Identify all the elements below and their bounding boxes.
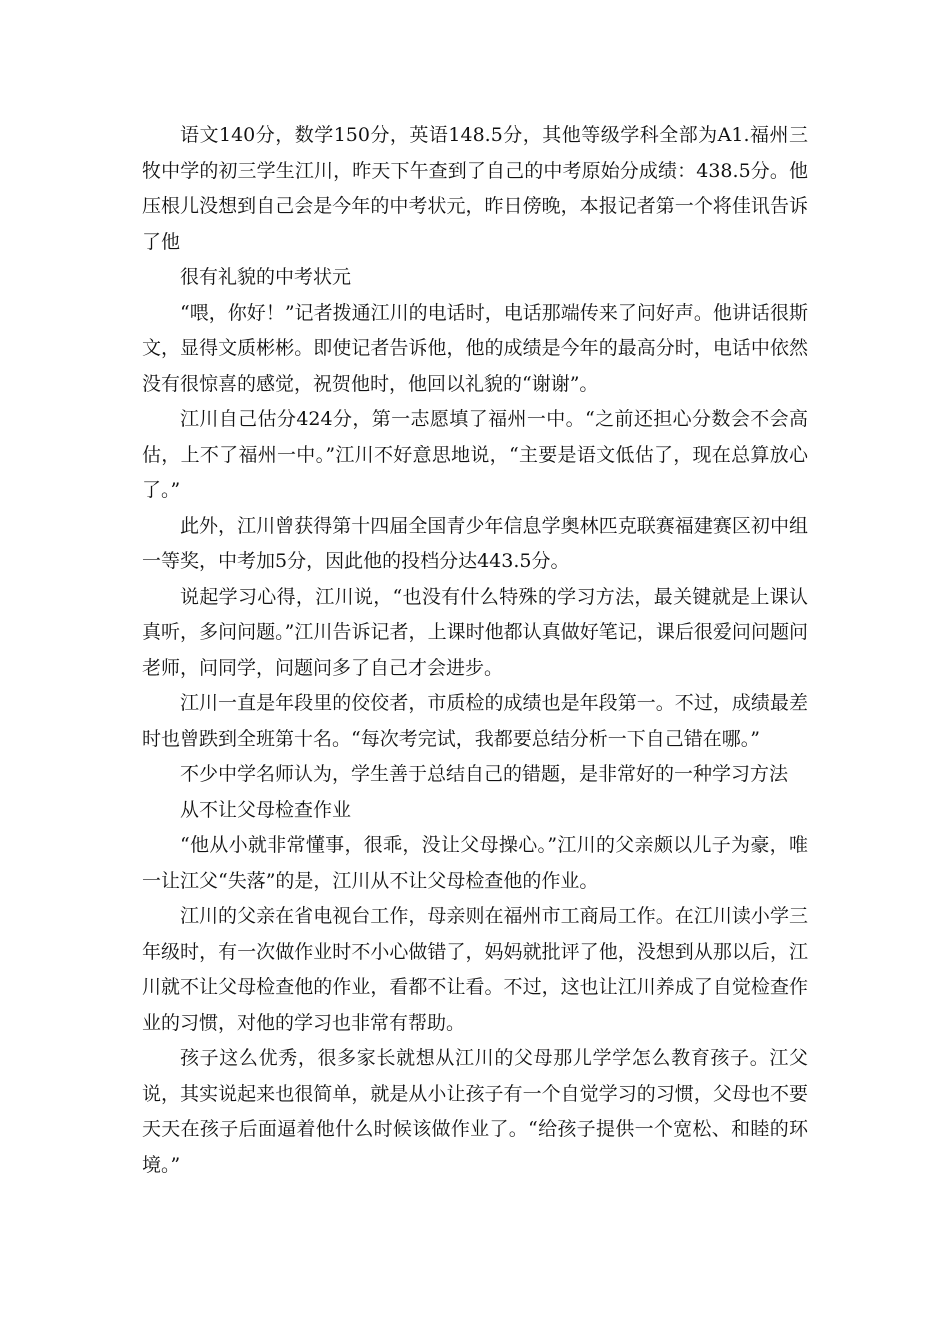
paragraph-estimated-score: 江川自己估分424分，第一志愿填了福州一中。“之前还担心分数会不会高估，上不了福州一中。”江川不好意思地说，“主要是语文低估了，现在总算放心了。” (142, 408, 808, 501)
paragraph-intro: 语文140分，数学150分，英语148.5分，其他等级学科全部为A1.福州三牧中学的初三学生江川，昨天下午查到了自己的中考原始分成绩：438.5分。他压根儿没想到自己会是今年的中考状元，昨日傍晚，本报记者第一个将佳讯告诉了他 (142, 124, 808, 253)
paragraph-study-tips: 说起学习心得，江川说，“也没有什么特殊的学习方法，最关键就是上课认真听，多问问题。”江川告诉记者，上课时他都认真做好笔记，课后很爱问问题问老师，问同学，问题问多了自己才会进步。 (142, 585, 808, 679)
paragraph-phone-call: “喂，你好！”记者拨通江川的电话时，电话那端传来了问好声。他讲话很斯文，显得文质彬彬。即使记者告诉他，他的成绩是今年的最高分时，电话中依然没有很惊喜的感觉，祝贺他时，他回以礼貌的“谢谢”。 (142, 301, 808, 395)
paragraph-class-ranking: 江川一直是年段里的佼佼者，市质检的成绩也是年段第一。不过，成绩最差时也曾跌到全班第十名。“每次考完试，我都要总结分析一下自己错在哪。” (142, 692, 808, 750)
paragraph-olympiad-bonus: 此外，江川曾获得第十四届全国青少年信息学奥林匹克联赛福建赛区初中组一等奖，中考加5分，因此他的投档分达443.5分。 (142, 514, 808, 572)
section-heading-no-parent-checking: 从不让父母检查作业 (180, 798, 352, 821)
article-body (142, 118, 808, 1183)
paragraph-father-quote: “他从小就非常懂事，很乖，没让父母操心。”江川的父亲颇以儿子为豪，唯一让江父“失落”的是，江川从不让父母检查他的作业。 (142, 834, 808, 892)
paragraph-teacher-opinion: 不少中学名师认为，学生善于总结自己的错题，是非常好的一种学习方法 (180, 763, 789, 785)
section-heading-polite-top-scorer: 很有礼貌的中考状元 (180, 266, 352, 288)
paragraph-parents-work: 江川的父亲在省电视台工作，母亲则在福州市工商局工作。在江川读小学三年级时，有一次做作业时不小心做错了，妈妈就批评了他，没想到从那以后，江川就不让父母检查他的作业，看都不让看。不过，这也让江川养成了自觉检查作业的习惯，对他的学习也非常有帮助。 (142, 905, 808, 1034)
paragraph-parenting-advice: 孩子这么优秀，很多家长就想从江川的父母那儿学学怎么教育孩子。江父说，其实说起来也很简单，就是从小让孩子有一个自觉学习的习惯，父母也不要天天在孩子后面逼着他什么时候该做作业了。“给孩子提供一个宽松、和睦的环境。” (142, 1047, 808, 1176)
